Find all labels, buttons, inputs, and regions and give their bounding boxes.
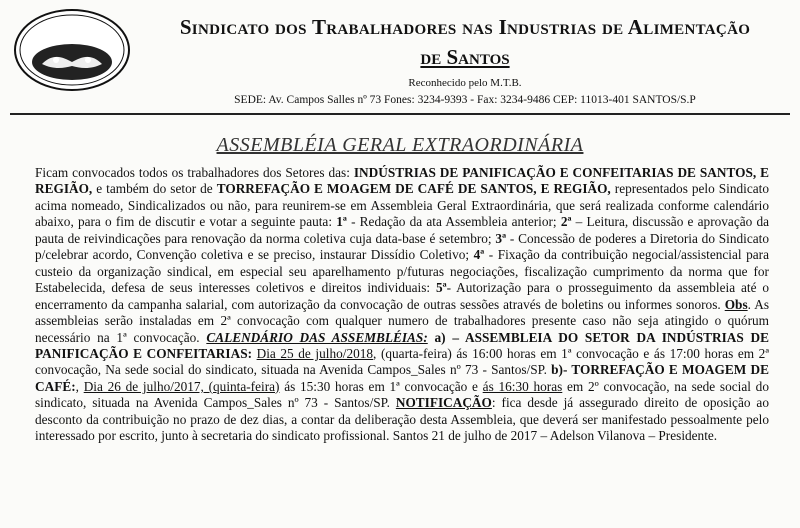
body-text: - Redação da ata Assembleia anterior; <box>346 214 561 230</box>
calendar-heading: CALENDÁRIO DAS ASSEMBLÉIAS: <box>206 329 428 345</box>
body-text: e também do setor de <box>92 181 217 197</box>
bakery-assembly-heading: – ASSEMBLEIA DO SETOR DA INDÚSTRIAS DE PANIFICAÇÃO E CONFEITARIAS: <box>35 329 769 361</box>
organization-name-line2: de Santos <box>420 45 510 69</box>
address-line: SEDE: Av. Campos Salles nº 73 Fones: 3234-9393 - Fax: 3234-9486 CEP: 11013-401 SANTOS/S.P <box>234 94 696 106</box>
agenda-item-5: 5ª <box>435 280 447 296</box>
recognition-line: Reconhecido pelo M.T.B. <box>408 77 522 89</box>
sector-coffee: TORREFAÇÃO E MOAGEM DE CAFÉ DE SANTOS, E REGIÃO, <box>216 181 611 197</box>
document-title: ASSEMBLÉIA GERAL EXTRAORDINÁRIA <box>216 134 584 156</box>
header-divider <box>10 113 790 115</box>
notice-body <box>35 165 769 445</box>
body-text: - Autorização para o prosseguimento da assembleia até o encerramento da campanha salarial, com autorização da convocação de outras sessões através de boletins ou informes sonoros. <box>35 280 769 312</box>
bakery-assembly-date: Dia 25 de julho/2018 <box>256 345 374 361</box>
agenda-item-2: 2ª <box>560 214 572 230</box>
agenda-item-4: 4ª <box>473 247 485 263</box>
body-text: - Fixação da contribuição negocial/assistencial para custeio da organização sindical, em especial seu aparelhamento p/futuras negociações, fiscalização cumprimento da norma que for Estabelecida, defesa de seus interesses coletivos e direitos individuais: <box>35 247 769 296</box>
coffee-assembly-date: Dia 26 de julho/2017, (quinta-feira) <box>83 378 280 394</box>
agenda-item-3: 3ª <box>495 230 507 246</box>
body-text: . As assembleias serão instaladas em 2ª convocação com qualquer numero de trabalhadores presente caso não seja atingido o quórum necessário na 1ª convocação. <box>35 296 769 345</box>
notification-label: NOTIFICAÇÃO <box>395 395 492 411</box>
body-text: , (quarta-feira) ás 16:00 horas em 1ª convocação e ás 17:00 horas em 2ª convocação, Na sede social do sindicato, situada na Avenida Campos_Sales nº 73 - Santos/SP. <box>35 345 769 378</box>
body-text: : fica desde já assegurado direito de oposição ao desconto da contribuição no prazo de dez dias, a contar da deliberação desta Assembleia, que deverá ser manifestado pessoalmente pelo interessado por escrito, junto à secretaria do sindicato profissional. Santos 21 de julho de 2017 – Adelson Vilanova – Presidente. <box>35 395 769 444</box>
body-text: ás 15:30 horas em 1ª convocação e <box>279 378 483 394</box>
calendar-item-a: a) <box>427 329 446 345</box>
sector-bakery: INDÚSTRIAS DE PANIFICAÇÃO E CONFEITARIAS DE SANTOS, E REGIÃO, <box>35 165 769 197</box>
body-text: em 2º convocação, na sede social do sindicato, situada na Avenida Campos_Sales nº 73 - Santos/SP. <box>35 378 769 411</box>
obs-label: Obs <box>724 296 748 312</box>
body-text: - Concessão de poderes a Diretoria do Sindicato p/celebrar acordo, Convenção coletiva e se preciso, instaurar Dissídio Coletivo; <box>35 230 769 263</box>
organization-name-line1: Sindicato dos Trabalhadores nas Industrias de Alimentação <box>179 15 751 39</box>
body-text: , <box>75 378 84 394</box>
body-text: Ficam convocados todos os trabalhadores dos Setores das: <box>35 165 354 180</box>
body-text: representados pelo Sindicato acima nomeado, Sindicalizados ou não, para reunirem-se em Assembleia Geral Extraordinária, que será realizada conforme calendário abaixo, para o fim de discutir e votar a seguinte pauta: <box>35 181 769 230</box>
coffee-second-call-time: ás 16:30 horas <box>482 378 563 394</box>
agenda-item-1: 1ª <box>336 214 347 230</box>
coffee-assembly-heading: b)- TORREFAÇÃO E MOAGEM DE CAFÉ: <box>35 362 769 394</box>
union-logo <box>12 8 132 92</box>
body-text: – Leitura, discussão e aprovação da pauta de reivindicações para renovação da norma coletiva cuja data-base é setembro; <box>35 214 770 246</box>
